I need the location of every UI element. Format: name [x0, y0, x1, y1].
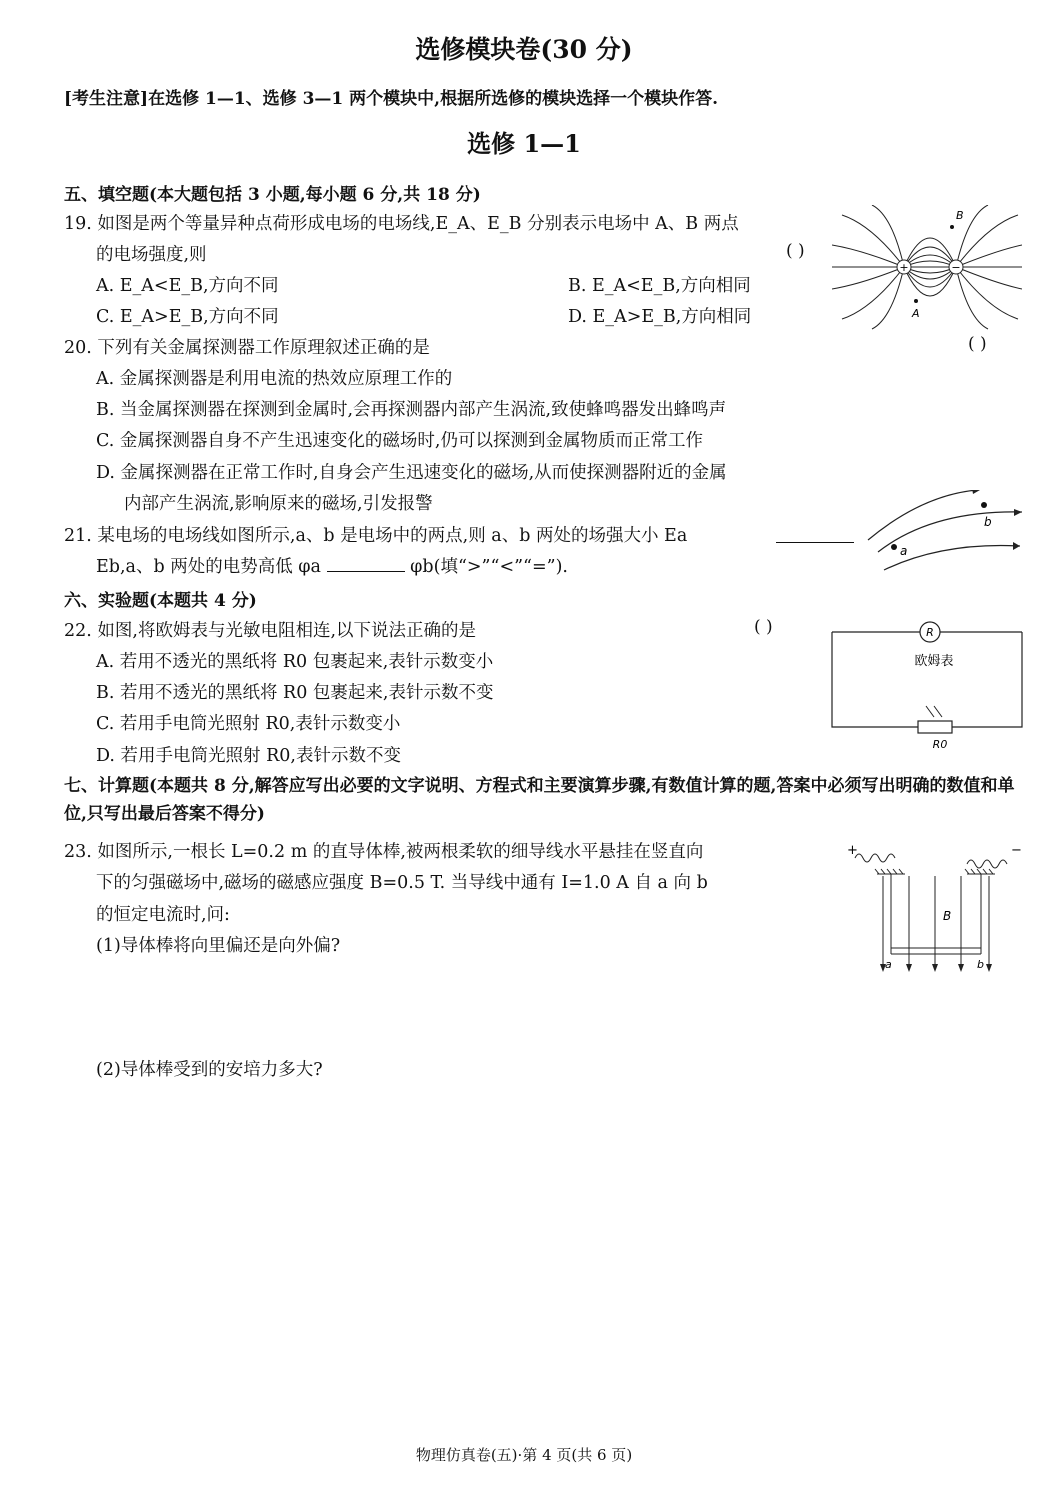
end-a-label: a	[885, 958, 892, 971]
q19-dipole-figure	[832, 205, 1022, 330]
section-experiment: 六、实验题(本题共 4 分)	[64, 591, 257, 611]
page-title: 选修模块卷(30 分)	[415, 35, 633, 64]
q19-stem-line2: 的电场强度,则	[96, 245, 207, 265]
q21-blank-2	[327, 557, 405, 572]
point-a-dot	[891, 544, 897, 550]
q19-option-a: A. E_A<E_B,方向不同	[96, 276, 279, 296]
right-coil-icon	[967, 860, 1007, 868]
ohmmeter-symbol: R	[926, 626, 934, 639]
q21-line2-suffix: φb(填“>”“<”“=”).	[410, 557, 568, 577]
magnetic-field-label: B	[943, 909, 952, 923]
exam-notice: [考生注意]在选修 1—1、选修 3—1 两个模块中,根据所选修的模块选择一个模块作答.	[64, 89, 718, 109]
q22-answer-paren: ( )	[754, 617, 773, 637]
photoresistor-icon	[918, 721, 952, 733]
point-a-dot	[914, 299, 918, 303]
q23-sub-question-1: (1)导体棒将向里偏还是向外偏?	[96, 936, 341, 956]
q23-stem-line3: 的恒定电流时,问:	[96, 905, 230, 925]
q20-stem: 20. 下列有关金属探测器工作原理叙述正确的是	[64, 338, 430, 358]
end-b-label: b	[977, 958, 984, 971]
q21-field-lines-figure	[862, 490, 1022, 575]
section-calculation: 七、计算题(本题共 8 分,解答应写出必要的文字说明、方程式和主要演算步骤,有数值计算的题,答案中必须写出明确的数值和单位,只写出最后答案不得分)	[64, 776, 1015, 824]
resistor-label: R0	[932, 738, 948, 751]
page-footer: 物理仿真卷(五)·第 4 页(共 6 页)	[415, 1446, 633, 1464]
section-fill-blank: 五、填空题(本大题包括 3 小题,每小题 6 分,共 18 分)	[64, 185, 481, 205]
q20-option-c: C. 金属探测器自身不产生迅速变化的磁场时,仍可以探测到金属物质而正常工作	[96, 431, 703, 451]
q20-option-b: B. 当金属探测器在探测到金属时,会再探测器内部产生涡流,致使蜂鸣器发出蜂鸣声	[96, 400, 727, 420]
q20-option-a: A. 金属探测器是利用电流的热效应原理工作的	[96, 369, 453, 389]
q20-answer-paren: ( )	[968, 334, 987, 354]
q20-option-d-line2: 内部产生涡流,影响原来的磁场,引发报警	[124, 494, 433, 514]
q22-option-a: A. 若用不透光的黑纸将 R0 包裹起来,表针示数变小	[96, 652, 494, 672]
q23-sub-question-2: (2)导体棒受到的安培力多大?	[96, 1060, 323, 1080]
q19-option-c: C. E_A>E_B,方向不同	[96, 307, 279, 327]
minus-sign: −	[951, 261, 961, 274]
q21-stem-line2	[96, 553, 568, 578]
q22-stem: 22. 如图,将欧姆表与光敏电阻相连,以下说法正确的是	[64, 621, 477, 641]
point-b-dot	[981, 502, 987, 508]
left-coil-icon	[855, 854, 895, 862]
label-point-b: b	[984, 515, 992, 529]
module-subtitle: 选修 1—1	[467, 129, 581, 158]
q22-circuit-figure	[830, 620, 1025, 755]
q21-blank-1	[776, 528, 854, 547]
q19-option-d: D. E_A>E_B,方向相同	[568, 307, 752, 327]
q23-conductor-figure	[843, 836, 1028, 981]
q19-option-b: B. E_A<E_B,方向相同	[568, 276, 751, 296]
q23-stem-line2: 下的匀强磁场中,磁场的磁感应强度 B=0.5 T. 当导线中通有 I=1.0 A 自 a 向 b	[96, 873, 708, 893]
q19-stem-line1: 19. 如图是两个等量异种点荷形成电场的电场线,E_A、E_B 分别表示电场中 A、B 两点	[64, 214, 739, 234]
label-point-a: A	[912, 307, 920, 320]
label-point-b: B	[956, 209, 964, 222]
q22-option-d: D. 若用手电筒光照射 R0,表针示数不变	[96, 746, 401, 766]
q22-option-c: C. 若用手电筒光照射 R0,表针示数变小	[96, 714, 401, 734]
q20-option-d-line1: D. 金属探测器在正常工作时,自身会产生迅速变化的磁场,从而使探测器附近的金属	[96, 463, 727, 483]
q22-option-b: B. 若用不透光的黑纸将 R0 包裹起来,表针示数不变	[96, 683, 494, 703]
label-point-a: a	[900, 544, 908, 558]
positive-terminal-label: +	[847, 843, 858, 858]
ohmmeter-label: 欧姆表	[914, 654, 954, 669]
negative-terminal-label: −	[1011, 843, 1022, 858]
q23-stem-line1: 23. 如图所示,一根长 L=0.2 m 的直导体棒,被两根柔软的细导线水平悬挂在竖直向	[64, 842, 704, 862]
point-b-dot	[950, 225, 954, 229]
q21-stem-line1: 21. 某电场的电场线如图所示,a、b 是电场中的两点,则 a、b 两处的场强大小 Ea	[64, 526, 688, 546]
q19-answer-paren: ( )	[786, 241, 805, 261]
plus-sign: +	[899, 261, 909, 274]
q21-line2-prefix: Eb,a、b 两处的电势高低 φa	[96, 557, 321, 577]
